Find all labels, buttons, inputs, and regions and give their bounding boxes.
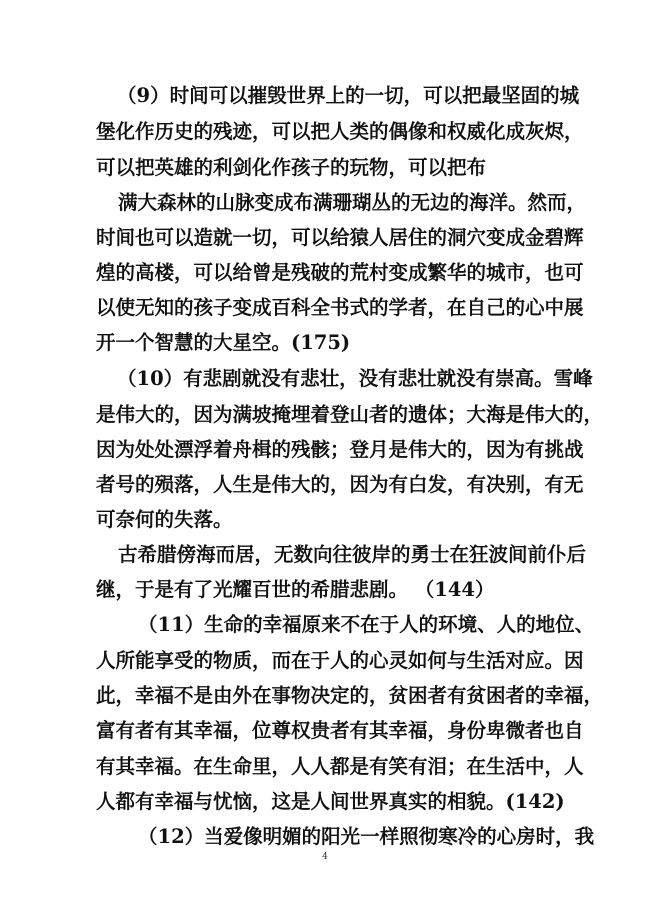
text-line: 有其幸福。在生命里，人人都是有笑有泪；在生活中，人 (96, 755, 584, 778)
text-line: （10）有悲剧就没有悲壮，没有悲壮就没有崇高。雪峰 (117, 367, 593, 390)
text-line: 开一个智慧的大星空。(175) (96, 331, 351, 354)
text-line: 可以把英雄的利剑化作孩子的玩物，可以把布 (96, 156, 487, 179)
text-line: 堡化作历史的残迹，可以把人类的偶像和权威化成灰烬， (96, 120, 584, 143)
text-line: 因为处处漂浮着舟楫的残骸；登月是伟大的，因为有挑战 (96, 438, 584, 461)
text-line: 古希腊傍海而居，无数向往彼岸的勇士在狂波间前仆后 (118, 543, 587, 566)
text-line: 者号的殒落，人生是伟大的，因为有白发，有决别，有无 (96, 473, 584, 496)
text-line: 时间也可以造就一切，可以给猿人居住的洞穴变成金碧辉 (96, 226, 584, 249)
text-line: 煌的高楼，可以给曾是残破的荒村变成繁华的城市，也可 (96, 261, 584, 284)
text-line: （12）当爱像明媚的阳光一样照彻寒冷的心房时，我 (138, 825, 595, 848)
text-line: （9）时间可以摧毁世界上的一切，可以把最坚固的城 (117, 84, 580, 107)
text-line: 是伟大的，因为满坡掩埋着登山者的遗体；大海是伟大的， (96, 403, 604, 426)
text-line: 继，于是有了光耀百世的希腊悲剧。 （144） (96, 578, 495, 601)
page-number: 4 (322, 852, 328, 862)
text-line: 富有者有其幸福，位尊权贵者有其幸福，身份卑微者也自 (96, 719, 584, 742)
text-line: （11）生命的幸福原来不在于人的环境、人的地位、 (138, 613, 595, 636)
text-line: 可奈何的失落。 (96, 508, 233, 531)
text-line: 人所能享受的物质，而在于人的心灵如何与生活对应。因 (96, 649, 584, 672)
text-line: 此，幸福不是由外在事物决定的，贫困者有贫困者的幸福， (96, 684, 604, 707)
text-line: 满大森林的山脉变成布满珊瑚丛的无边的海洋。然而， (118, 191, 587, 214)
text-line: 以使无知的孩子变成百科全书式的学者，在自己的心中展 (96, 296, 584, 319)
text-line: 人都有幸福与忧恼，这是人间世界真实的相貌。(142) (96, 790, 565, 813)
